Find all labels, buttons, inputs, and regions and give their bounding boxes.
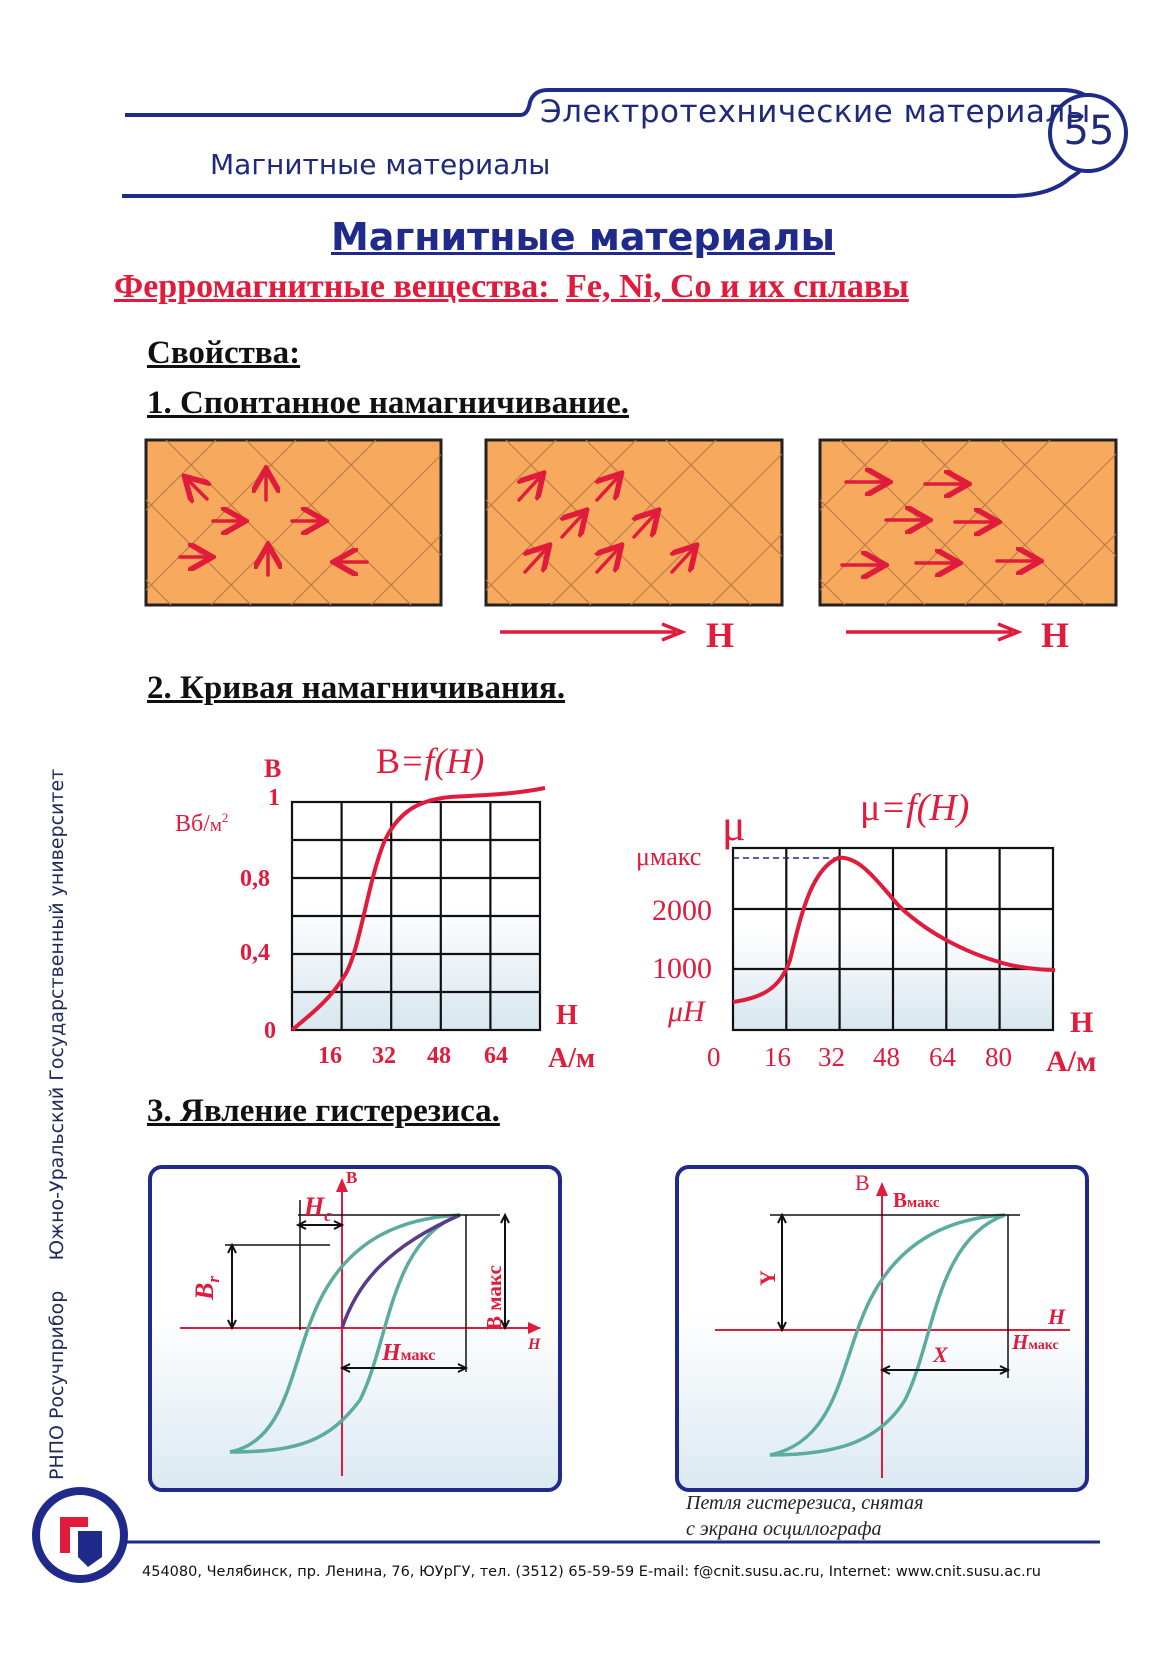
- h-axis-unit: А/м: [548, 1043, 596, 1074]
- hyst-right-y: Y: [755, 1270, 780, 1286]
- footer-rule: [0, 1535, 1166, 1549]
- hyst-left-bmax: B макс: [482, 1265, 506, 1330]
- properties-heading: Свойства:: [147, 335, 301, 371]
- formula-b-right: =f(H): [400, 741, 485, 781]
- bmax-main: B: [893, 1188, 908, 1212]
- footer-address: 454080, Челябинск, пр. Ленина, 76, ЮУрГУ, тел. (3512) 65-59-59 E-mail: f@cnit.susu.ac.ru, Internet: www.cnit.susu.ac.ru: [142, 1564, 1041, 1580]
- mu-initial-label: μH: [668, 995, 705, 1028]
- mu-h-axis-unit: А/м: [1046, 1045, 1097, 1078]
- sidebar-vertical-text: РНПО Росучприбор Южно-Уральский Государственный университет: [46, 768, 68, 1480]
- mu-axis-symbol: μ: [722, 801, 746, 850]
- formula-mu-right: =f(H): [880, 787, 970, 829]
- hc-main: H: [304, 1192, 325, 1221]
- hmax-sub: макс: [400, 1347, 436, 1364]
- mu-h-tick-80: 80: [985, 1042, 1012, 1072]
- b-axis-units: $Вб/м^2$: [175, 810, 229, 837]
- h-tick-32: 32: [372, 1043, 396, 1069]
- hyst-left-b-axis: B: [346, 1168, 358, 1187]
- mu-h-tick-32: 32: [818, 1042, 845, 1072]
- hyst-right-x: X: [933, 1342, 948, 1367]
- page-title: Магнитные материалы: [330, 215, 835, 259]
- mu-max-label: μмакс: [636, 842, 702, 871]
- subtitle-right: Fe, Ni, Co и их сплавы: [566, 268, 909, 305]
- b-tick-1: 1: [268, 785, 280, 811]
- units-num: Вб: [175, 811, 204, 837]
- hmax-r-sub: макс: [1028, 1338, 1059, 1353]
- field-label-2: H: [706, 615, 735, 655]
- mu-h-tick-16: 16: [764, 1042, 791, 1072]
- hyst-right-h-axis: H: [1048, 1304, 1066, 1329]
- units-den: м: [209, 815, 222, 836]
- h-tick-64: 64: [484, 1043, 508, 1069]
- b-tick-0.8: 0,8: [240, 866, 270, 892]
- units-sup: 2: [221, 810, 229, 825]
- section-1-heading: 1. Спонтанное намагничивание.: [147, 385, 630, 421]
- caption-line-2: с экрана осциллографа: [686, 1518, 882, 1540]
- br-sub: r: [204, 1276, 224, 1283]
- mu-tick-1000: 1000: [652, 952, 712, 985]
- formula-mu-left: μ: [860, 787, 881, 829]
- hmax-r-main: H: [1012, 1330, 1029, 1354]
- hmax-main: H: [382, 1340, 401, 1366]
- mu-h-tick-0: 0: [707, 1042, 721, 1072]
- b-tick-0: 0: [264, 1018, 276, 1044]
- mu-h-tick-48: 48: [873, 1042, 900, 1072]
- section-2-heading: 2. Кривая намагничивания.: [147, 670, 566, 706]
- b-tick-0.4: 0,4: [240, 940, 270, 966]
- field-label-3: H: [1041, 615, 1070, 655]
- br-main: B: [190, 1282, 219, 1300]
- hyst-right-hmax: [1012, 1330, 1059, 1355]
- b-axis-symbol: B: [264, 754, 282, 783]
- h-tick-16: 16: [318, 1043, 342, 1069]
- hyst-right-b-axis: B: [855, 1170, 870, 1195]
- section-3-heading: 3. Явление гистерезиса.: [147, 1093, 500, 1129]
- mu-h-tick-64: 64: [929, 1042, 956, 1072]
- formula-b-left: B: [376, 741, 401, 781]
- hyst-left-h-axis: H: [528, 1336, 541, 1353]
- mu-tick-2000: 2000: [652, 894, 712, 927]
- caption-line-1: Петля гистерезиса, снятая: [686, 1492, 924, 1514]
- mu-h-axis-symbol: H: [1070, 1006, 1094, 1039]
- header-subtitle: Магнитные материалы: [210, 148, 551, 181]
- h-axis-symbol: H: [556, 1000, 578, 1031]
- bmax-sub: макс: [907, 1195, 940, 1211]
- h-tick-48: 48: [427, 1043, 451, 1069]
- hc-sub: c: [324, 1206, 332, 1226]
- subtitle-left: Ферромагнитные вещества:: [114, 268, 550, 305]
- page-number: 55: [1063, 108, 1115, 154]
- hyst-right-bmax: [893, 1188, 940, 1213]
- header-title: Электротехнические материалы: [540, 94, 1091, 130]
